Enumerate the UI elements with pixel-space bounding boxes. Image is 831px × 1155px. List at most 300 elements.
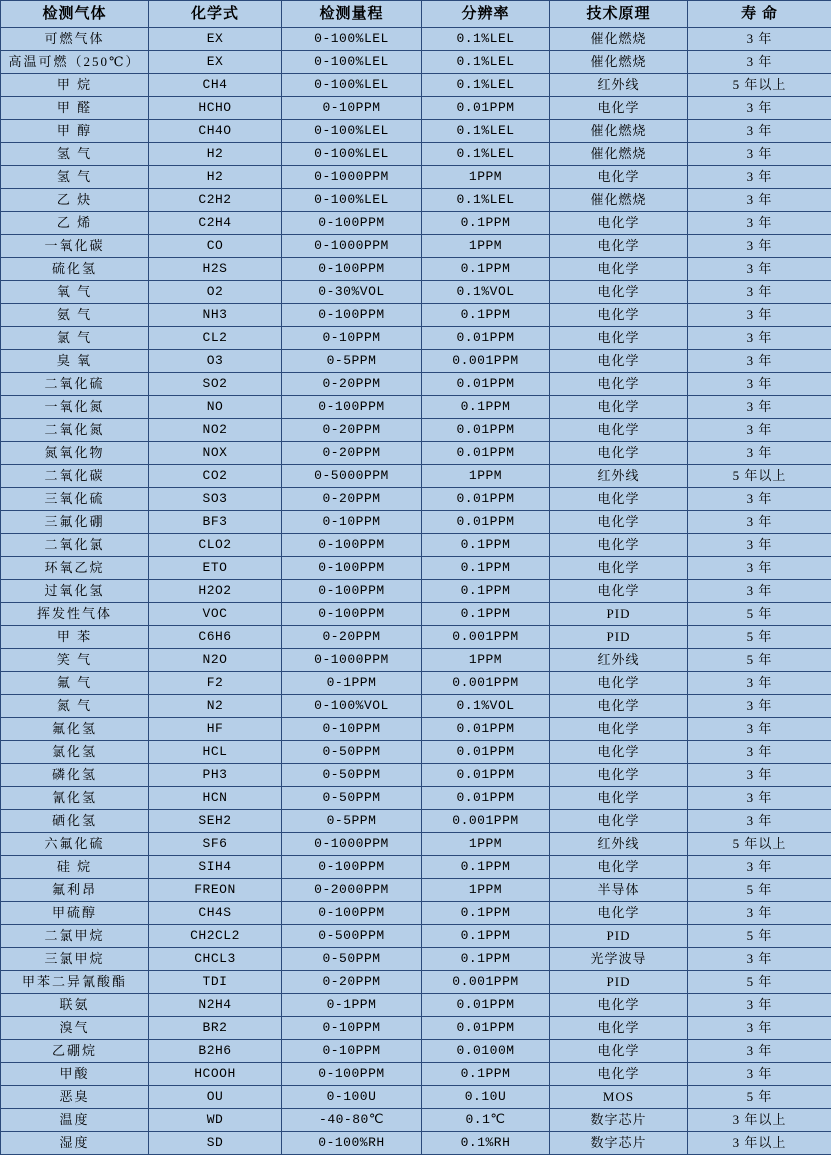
- table-cell: 0-10PPM: [282, 1040, 422, 1063]
- table-cell: 3 年: [688, 1063, 831, 1086]
- table-row: [1, 925, 831, 948]
- table-cell: 3 年: [688, 143, 831, 166]
- table-cell: 电化学: [550, 1017, 688, 1040]
- table-cell: 0-100PPM: [282, 1063, 422, 1086]
- column-header-resolution: 分辨率: [422, 1, 550, 28]
- table-cell: 3 年: [688, 189, 831, 212]
- table-cell: 3 年: [688, 419, 831, 442]
- table-cell: 3 年: [688, 442, 831, 465]
- table-cell: 3 年: [688, 396, 831, 419]
- table-cell: 六氟化硫: [1, 833, 149, 856]
- table-cell: EX: [149, 51, 282, 74]
- table-cell: C2H2: [149, 189, 282, 212]
- table-cell: 0.01PPM: [422, 327, 550, 350]
- table-cell: N2O: [149, 649, 282, 672]
- table-cell: 0.001PPM: [422, 350, 550, 373]
- table-cell: 0-20PPM: [282, 971, 422, 994]
- table-cell: 催化燃烧: [550, 28, 688, 51]
- table-cell: HCN: [149, 787, 282, 810]
- table-row: [1, 902, 831, 925]
- table-cell: 甲苯二异氰酸酯: [1, 971, 149, 994]
- table-cell: 氮 气: [1, 695, 149, 718]
- table-cell: 0.1%VOL: [422, 695, 550, 718]
- table-cell: 0.1PPM: [422, 603, 550, 626]
- table-row: [1, 373, 831, 396]
- table-cell: 电化学: [550, 580, 688, 603]
- table-cell: 电化学: [550, 787, 688, 810]
- table-cell: 0-50PPM: [282, 741, 422, 764]
- table-cell: 0-100%LEL: [282, 189, 422, 212]
- table-cell: 0.1PPM: [422, 948, 550, 971]
- table-cell: 5 年以上: [688, 465, 831, 488]
- table-cell: 电化学: [550, 1063, 688, 1086]
- table-cell: 3 年: [688, 1040, 831, 1063]
- table-cell: 0-10PPM: [282, 1017, 422, 1040]
- table-row: [1, 1017, 831, 1040]
- table-cell: 0-50PPM: [282, 948, 422, 971]
- table-cell: 0-20PPM: [282, 419, 422, 442]
- table-row: [1, 879, 831, 902]
- table-cell: PID: [550, 626, 688, 649]
- table-cell: 一氧化氮: [1, 396, 149, 419]
- table-row: [1, 28, 831, 51]
- table-cell: H2S: [149, 258, 282, 281]
- table-cell: NO2: [149, 419, 282, 442]
- table-cell: 0.1PPM: [422, 212, 550, 235]
- table-row: [1, 994, 831, 1017]
- table-cell: 3 年: [688, 373, 831, 396]
- table-cell: 电化学: [550, 856, 688, 879]
- table-row: [1, 281, 831, 304]
- table-cell: F2: [149, 672, 282, 695]
- table-cell: 0.01PPM: [422, 419, 550, 442]
- table-cell: 三氧化硫: [1, 488, 149, 511]
- table-cell: 0.001PPM: [422, 626, 550, 649]
- table-cell: TDI: [149, 971, 282, 994]
- table-cell: N2: [149, 695, 282, 718]
- table-cell: 催化燃烧: [550, 189, 688, 212]
- table-cell: 氨 气: [1, 304, 149, 327]
- table-cell: ETO: [149, 557, 282, 580]
- table-cell: 0.1PPM: [422, 396, 550, 419]
- table-cell: 电化学: [550, 741, 688, 764]
- table-cell: EX: [149, 28, 282, 51]
- table-row: [1, 603, 831, 626]
- table-cell: 电化学: [550, 718, 688, 741]
- column-header-range: 检测量程: [282, 1, 422, 28]
- table-cell: 0-100PPM: [282, 856, 422, 879]
- table-cell: 3 年: [688, 258, 831, 281]
- table-cell: 5 年: [688, 603, 831, 626]
- table-cell: 电化学: [550, 166, 688, 189]
- table-cell: 3 年: [688, 97, 831, 120]
- table-cell: 三氟化硼: [1, 511, 149, 534]
- table-cell: 0-1000PPM: [282, 649, 422, 672]
- table-cell: 高温可燃（250℃）: [1, 51, 149, 74]
- table-cell: 0-100PPM: [282, 580, 422, 603]
- table-cell: 0-100%VOL: [282, 695, 422, 718]
- table-row: [1, 396, 831, 419]
- table-cell: 硅 烷: [1, 856, 149, 879]
- table-row: [1, 488, 831, 511]
- table-row: [1, 166, 831, 189]
- table-cell: 0.01PPM: [422, 994, 550, 1017]
- table-cell: 3 年: [688, 787, 831, 810]
- table-cell: 0.01PPM: [422, 511, 550, 534]
- table-cell: 3 年: [688, 327, 831, 350]
- table-cell: 半导体: [550, 879, 688, 902]
- table-cell: 0-100%LEL: [282, 120, 422, 143]
- table-cell: 电化学: [550, 396, 688, 419]
- table-cell: 5 年: [688, 626, 831, 649]
- table-row: [1, 1040, 831, 1063]
- table-cell: 氰化氢: [1, 787, 149, 810]
- table-cell: 1PPM: [422, 465, 550, 488]
- table-cell: 0-100%LEL: [282, 51, 422, 74]
- table-cell: 3 年以上: [688, 1109, 831, 1132]
- table-cell: NH3: [149, 304, 282, 327]
- table-cell: 0.01PPM: [422, 764, 550, 787]
- table-cell: 氟 气: [1, 672, 149, 695]
- table-cell: 3 年: [688, 166, 831, 189]
- table-cell: 电化学: [550, 97, 688, 120]
- table-cell: 5 年: [688, 1086, 831, 1109]
- table-cell: 3 年: [688, 120, 831, 143]
- table-cell: 0.10U: [422, 1086, 550, 1109]
- table-cell: N2H4: [149, 994, 282, 1017]
- table-cell: B2H6: [149, 1040, 282, 1063]
- table-cell: 5 年: [688, 971, 831, 994]
- table-cell: 0.0100M: [422, 1040, 550, 1063]
- table-row: [1, 626, 831, 649]
- table-cell: 3 年: [688, 488, 831, 511]
- table-row: [1, 1086, 831, 1109]
- table-cell: 电化学: [550, 419, 688, 442]
- table-cell: 3 年: [688, 28, 831, 51]
- table-cell: 0-100PPM: [282, 603, 422, 626]
- table-cell: 催化燃烧: [550, 143, 688, 166]
- table-cell: 红外线: [550, 649, 688, 672]
- table-cell: 氯化氢: [1, 741, 149, 764]
- column-header-formula: 化学式: [149, 1, 282, 28]
- table-cell: 氧 气: [1, 281, 149, 304]
- table-cell: 甲酸: [1, 1063, 149, 1086]
- table-cell: 0-100%RH: [282, 1132, 422, 1155]
- table-row: [1, 695, 831, 718]
- table-cell: 联氨: [1, 994, 149, 1017]
- table-cell: 1PPM: [422, 879, 550, 902]
- table-cell: 3 年: [688, 350, 831, 373]
- table-cell: 3 年: [688, 235, 831, 258]
- table-cell: NOX: [149, 442, 282, 465]
- table-cell: 电化学: [550, 764, 688, 787]
- table-cell: SO3: [149, 488, 282, 511]
- table-row: [1, 442, 831, 465]
- table-cell: 0.01PPM: [422, 787, 550, 810]
- table-cell: 3 年: [688, 304, 831, 327]
- table-cell: 红外线: [550, 465, 688, 488]
- table-row: [1, 557, 831, 580]
- table-cell: 甲 烷: [1, 74, 149, 97]
- table-cell: C2H4: [149, 212, 282, 235]
- table-cell: 0-10PPM: [282, 97, 422, 120]
- table-cell: SD: [149, 1132, 282, 1155]
- table-cell: 氟利昂: [1, 879, 149, 902]
- table-cell: 电化学: [550, 235, 688, 258]
- table-cell: C6H6: [149, 626, 282, 649]
- table-cell: 5 年: [688, 879, 831, 902]
- table-cell: 3 年: [688, 902, 831, 925]
- table-cell: 3 年: [688, 51, 831, 74]
- table-cell: 温度: [1, 1109, 149, 1132]
- table-row: [1, 718, 831, 741]
- table-cell: PID: [550, 603, 688, 626]
- table-cell: 0.1%LEL: [422, 143, 550, 166]
- table-row: [1, 741, 831, 764]
- table-cell: 0.001PPM: [422, 971, 550, 994]
- table-cell: WD: [149, 1109, 282, 1132]
- table-cell: 1PPM: [422, 166, 550, 189]
- table-cell: 二氧化碳: [1, 465, 149, 488]
- table-row: [1, 327, 831, 350]
- table-cell: 0-50PPM: [282, 764, 422, 787]
- table-cell: 电化学: [550, 557, 688, 580]
- table-cell: 硒化氢: [1, 810, 149, 833]
- table-cell: 磷化氢: [1, 764, 149, 787]
- table-cell: 一氧化碳: [1, 235, 149, 258]
- table-cell: 红外线: [550, 74, 688, 97]
- header-row: [1, 1, 831, 28]
- table-row: [1, 534, 831, 557]
- table-cell: 0.001PPM: [422, 810, 550, 833]
- table-cell: 电化学: [550, 304, 688, 327]
- table-cell: 0-100PPM: [282, 304, 422, 327]
- table-cell: CLO2: [149, 534, 282, 557]
- table-row: [1, 672, 831, 695]
- table-cell: 0.1%LEL: [422, 51, 550, 74]
- table-row: [1, 1132, 831, 1155]
- table-cell: 3 年: [688, 281, 831, 304]
- table-cell: 0.1%VOL: [422, 281, 550, 304]
- table-cell: NO: [149, 396, 282, 419]
- table-row: [1, 258, 831, 281]
- table-cell: HCHO: [149, 97, 282, 120]
- table-cell: 3 年: [688, 856, 831, 879]
- table-cell: PID: [550, 925, 688, 948]
- table-cell: 三氯甲烷: [1, 948, 149, 971]
- table-cell: 0-10PPM: [282, 327, 422, 350]
- table-cell: 0-1000PPM: [282, 833, 422, 856]
- table-cell: 0-5PPM: [282, 810, 422, 833]
- table-row: [1, 856, 831, 879]
- table-row: [1, 212, 831, 235]
- table-cell: 甲硫醇: [1, 902, 149, 925]
- column-header-gas-name: 检测气体: [1, 1, 149, 28]
- table-cell: 3 年: [688, 718, 831, 741]
- table-cell: 3 年: [688, 948, 831, 971]
- table-row: [1, 189, 831, 212]
- table-row: [1, 97, 831, 120]
- table-row: [1, 1063, 831, 1086]
- table-cell: 0.1PPM: [422, 304, 550, 327]
- table-row: [1, 419, 831, 442]
- table-cell: PH3: [149, 764, 282, 787]
- table-cell: CH4O: [149, 120, 282, 143]
- table-cell: 0-1000PPM: [282, 166, 422, 189]
- table-cell: 3 年: [688, 810, 831, 833]
- table-cell: 0.1PPM: [422, 580, 550, 603]
- table-cell: 0.1%RH: [422, 1132, 550, 1155]
- table-cell: 0-100PPM: [282, 258, 422, 281]
- table-cell: 0-100PPM: [282, 557, 422, 580]
- table-cell: 甲 苯: [1, 626, 149, 649]
- table-cell: 0-500PPM: [282, 925, 422, 948]
- table-cell: 0-5000PPM: [282, 465, 422, 488]
- table-cell: 0-1PPM: [282, 994, 422, 1017]
- table-cell: 0-10PPM: [282, 718, 422, 741]
- table-cell: 0-20PPM: [282, 488, 422, 511]
- table-cell: 环氧乙烷: [1, 557, 149, 580]
- table-cell: 二氧化硫: [1, 373, 149, 396]
- table-cell: O3: [149, 350, 282, 373]
- table-cell: PID: [550, 971, 688, 994]
- table-cell: 3 年: [688, 534, 831, 557]
- table-row: [1, 580, 831, 603]
- table-header: [1, 1, 831, 28]
- table-cell: 0.01PPM: [422, 1017, 550, 1040]
- table-row: [1, 764, 831, 787]
- table-cell: 0-20PPM: [282, 442, 422, 465]
- table-cell: 恶臭: [1, 1086, 149, 1109]
- table-cell: 电化学: [550, 350, 688, 373]
- table-cell: 溴气: [1, 1017, 149, 1040]
- table-cell: 光学波导: [550, 948, 688, 971]
- table-cell: 0-20PPM: [282, 373, 422, 396]
- table-cell: 0.1℃: [422, 1109, 550, 1132]
- column-header-life: 寿 命: [688, 1, 831, 28]
- table-cell: 0.01PPM: [422, 741, 550, 764]
- table-cell: 电化学: [550, 902, 688, 925]
- table-cell: 0.01PPM: [422, 718, 550, 741]
- table-cell: 0.1PPM: [422, 534, 550, 557]
- table-cell: 0-100%LEL: [282, 74, 422, 97]
- table-cell: H2O2: [149, 580, 282, 603]
- table-row: [1, 350, 831, 373]
- table-row: [1, 74, 831, 97]
- table-cell: 笑 气: [1, 649, 149, 672]
- table-row: [1, 465, 831, 488]
- table-cell: CO: [149, 235, 282, 258]
- table-cell: 3 年以上: [688, 1132, 831, 1155]
- table-cell: 电化学: [550, 327, 688, 350]
- table-row: [1, 120, 831, 143]
- table-cell: 二氯甲烷: [1, 925, 149, 948]
- table-cell: 电化学: [550, 672, 688, 695]
- table-cell: VOC: [149, 603, 282, 626]
- table-cell: 数字芯片: [550, 1132, 688, 1155]
- table-cell: 0.01PPM: [422, 442, 550, 465]
- table-cell: 3 年: [688, 511, 831, 534]
- table-cell: BR2: [149, 1017, 282, 1040]
- table-cell: BF3: [149, 511, 282, 534]
- table-cell: 0.1%LEL: [422, 189, 550, 212]
- table-cell: 0.01PPM: [422, 97, 550, 120]
- table-cell: 0-100PPM: [282, 902, 422, 925]
- table-cell: 挥发性气体: [1, 603, 149, 626]
- column-header-principle: 技术原理: [550, 1, 688, 28]
- table-cell: 氟化氢: [1, 718, 149, 741]
- table-cell: 1PPM: [422, 649, 550, 672]
- table-cell: 0.001PPM: [422, 672, 550, 695]
- table-cell: FREON: [149, 879, 282, 902]
- table-cell: 臭 氧: [1, 350, 149, 373]
- table-cell: 5 年以上: [688, 74, 831, 97]
- table-cell: 电化学: [550, 810, 688, 833]
- table-cell: H2: [149, 166, 282, 189]
- table-row: [1, 810, 831, 833]
- table-cell: SIH4: [149, 856, 282, 879]
- table-cell: 电化学: [550, 373, 688, 396]
- table-cell: 电化学: [550, 212, 688, 235]
- table-cell: 3 年: [688, 741, 831, 764]
- table-cell: 0-100PPM: [282, 396, 422, 419]
- table-cell: 5 年: [688, 649, 831, 672]
- table-row: [1, 833, 831, 856]
- table-row: [1, 235, 831, 258]
- table-row: [1, 143, 831, 166]
- table-cell: 0-1PPM: [282, 672, 422, 695]
- table-cell: MOS: [550, 1086, 688, 1109]
- table-cell: 0.1PPM: [422, 902, 550, 925]
- table-cell: CH4: [149, 74, 282, 97]
- table-cell: 乙 烯: [1, 212, 149, 235]
- table-cell: 3 年: [688, 580, 831, 603]
- table-cell: 电化学: [550, 511, 688, 534]
- table-cell: 0.1PPM: [422, 925, 550, 948]
- table-cell: 0.1%LEL: [422, 28, 550, 51]
- table-row: [1, 948, 831, 971]
- table-cell: 0-100U: [282, 1086, 422, 1109]
- table-cell: 0.1PPM: [422, 557, 550, 580]
- table-cell: 数字芯片: [550, 1109, 688, 1132]
- table-cell: 过氧化氢: [1, 580, 149, 603]
- table-cell: 甲 醛: [1, 97, 149, 120]
- table-cell: 乙硼烷: [1, 1040, 149, 1063]
- table-cell: 催化燃烧: [550, 51, 688, 74]
- table-cell: 氢 气: [1, 166, 149, 189]
- table-cell: -40-80℃: [282, 1109, 422, 1132]
- table-cell: 1PPM: [422, 833, 550, 856]
- table-cell: 0.1PPM: [422, 258, 550, 281]
- table-cell: 可燃气体: [1, 28, 149, 51]
- table-body: [1, 28, 831, 1155]
- table-cell: 红外线: [550, 833, 688, 856]
- table-row: [1, 304, 831, 327]
- table-cell: SF6: [149, 833, 282, 856]
- table-cell: 氢 气: [1, 143, 149, 166]
- table-cell: 3 年: [688, 212, 831, 235]
- table-cell: 0.01PPM: [422, 373, 550, 396]
- table-cell: CHCL3: [149, 948, 282, 971]
- table-row: [1, 511, 831, 534]
- table-row: [1, 971, 831, 994]
- table-cell: 1PPM: [422, 235, 550, 258]
- table-cell: 电化学: [550, 695, 688, 718]
- table-cell: SO2: [149, 373, 282, 396]
- table-cell: 0-5PPM: [282, 350, 422, 373]
- table-cell: HCL: [149, 741, 282, 764]
- table-cell: CO2: [149, 465, 282, 488]
